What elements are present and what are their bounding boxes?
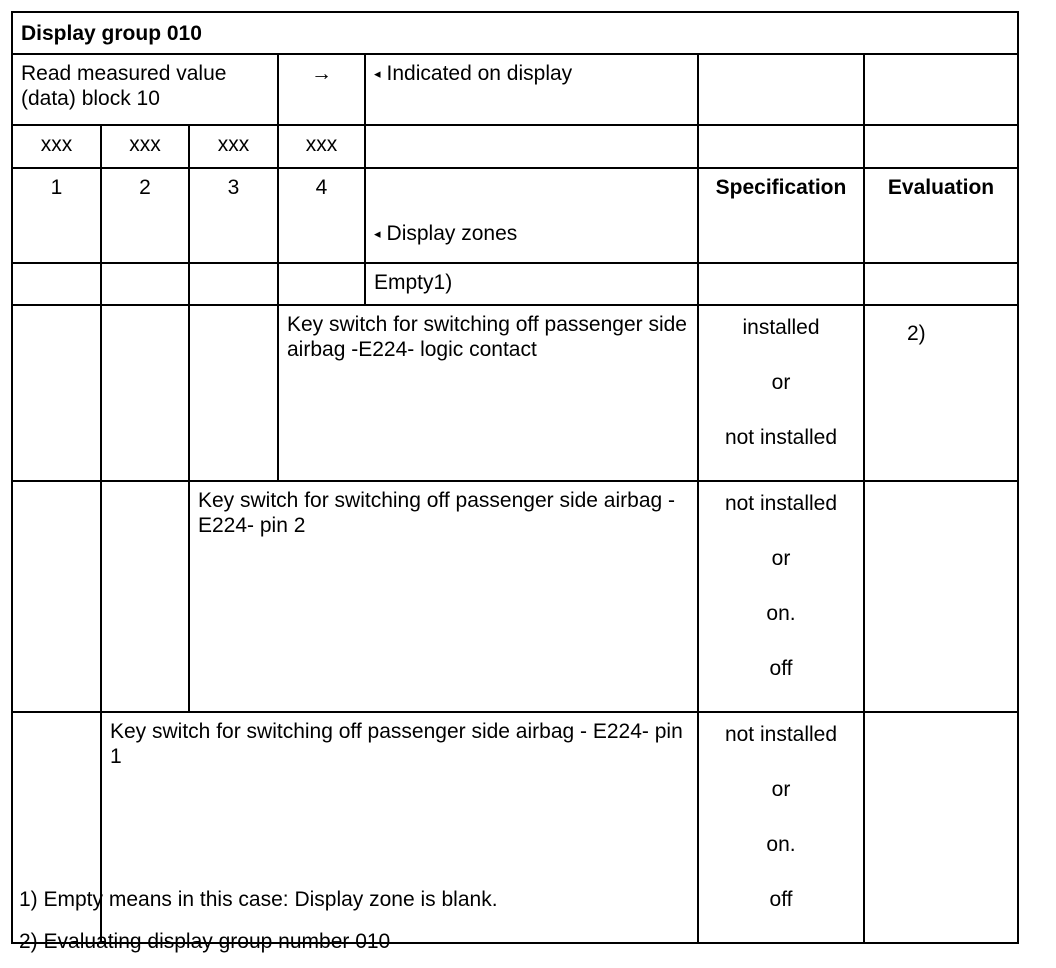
indicated-on-display — [365, 54, 698, 125]
placeholder-zone-1: xxx — [12, 125, 101, 168]
empty-cell — [101, 263, 189, 305]
empty-cell — [698, 263, 864, 305]
spec-value: off — [769, 657, 793, 680]
empty-cell — [12, 305, 101, 481]
table-title: Display group 010 — [12, 12, 1018, 54]
table-row — [12, 305, 1018, 481]
display-zones-label — [374, 221, 517, 248]
spec-value: not installed — [724, 723, 838, 746]
row-specification — [698, 712, 864, 943]
footnote-1: 1) Empty means in this case: Display zone is blank. — [19, 888, 498, 911]
row-evaluation: 2) — [864, 305, 1018, 481]
empty-cell — [864, 54, 1018, 125]
placeholder-zone-3: xxx — [189, 125, 278, 168]
zone-number-2: 2 — [101, 168, 189, 263]
arrow-right-icon: → — [278, 54, 365, 125]
zone-number-3: 3 — [189, 168, 278, 263]
zone-number-1: 1 — [12, 168, 101, 263]
footnote-2: 2) Evaluating display group number 010 — [19, 930, 391, 953]
row-description: Key switch for switching off passenger side airbag -E224- pin 2 — [189, 481, 698, 712]
zone-number-4: 4 — [278, 168, 365, 263]
empty-cell — [864, 125, 1018, 168]
row-specification — [698, 305, 864, 481]
row-specification — [698, 481, 864, 712]
spec-value: off — [769, 888, 793, 911]
spec-value: on. — [766, 833, 796, 856]
row-description: Key switch for switching off passenger side airbag - E224- pin 1 — [101, 712, 698, 943]
row-evaluation — [864, 481, 1018, 712]
spec-value: installed — [742, 316, 820, 339]
display-group-table — [11, 11, 1019, 944]
empty-cell — [864, 263, 1018, 305]
empty-cell — [101, 481, 189, 712]
table-row — [12, 481, 1018, 712]
empty-cell — [698, 125, 864, 168]
empty-cell — [278, 263, 365, 305]
display-zones-cell — [365, 168, 698, 263]
empty-cell — [12, 481, 101, 712]
placeholder-zone-4: xxx — [278, 125, 365, 168]
spec-value: or — [771, 547, 791, 570]
triangle-left-icon: ◂ — [374, 226, 381, 241]
spec-value: not installed — [724, 492, 838, 515]
read-block-label: Read measured value (data) block 10 — [12, 54, 278, 125]
empty-cell — [101, 305, 189, 481]
row-description: Key switch for switching off passenger side airbag -E224- logic contact — [278, 305, 698, 481]
empty-cell — [698, 54, 864, 125]
triangle-left-icon: ◂ — [374, 66, 381, 81]
display-zones-text: Display zones — [386, 222, 518, 245]
spec-value: or — [771, 371, 791, 394]
placeholder-zone-2: xxx — [101, 125, 189, 168]
spec-value: not installed — [724, 426, 838, 449]
spec-value: on. — [766, 602, 796, 625]
row-evaluation — [864, 712, 1018, 943]
spec-value: or — [771, 778, 791, 801]
indicated-label: Indicated on display — [386, 62, 573, 85]
empty-cell — [189, 305, 278, 481]
specification-header: Specification — [698, 168, 864, 263]
empty-cell — [189, 263, 278, 305]
empty-cell — [12, 263, 101, 305]
evaluation-header: Evaluation — [864, 168, 1018, 263]
empty-cell — [365, 125, 698, 168]
empty-row-label: Empty1) — [365, 263, 698, 305]
